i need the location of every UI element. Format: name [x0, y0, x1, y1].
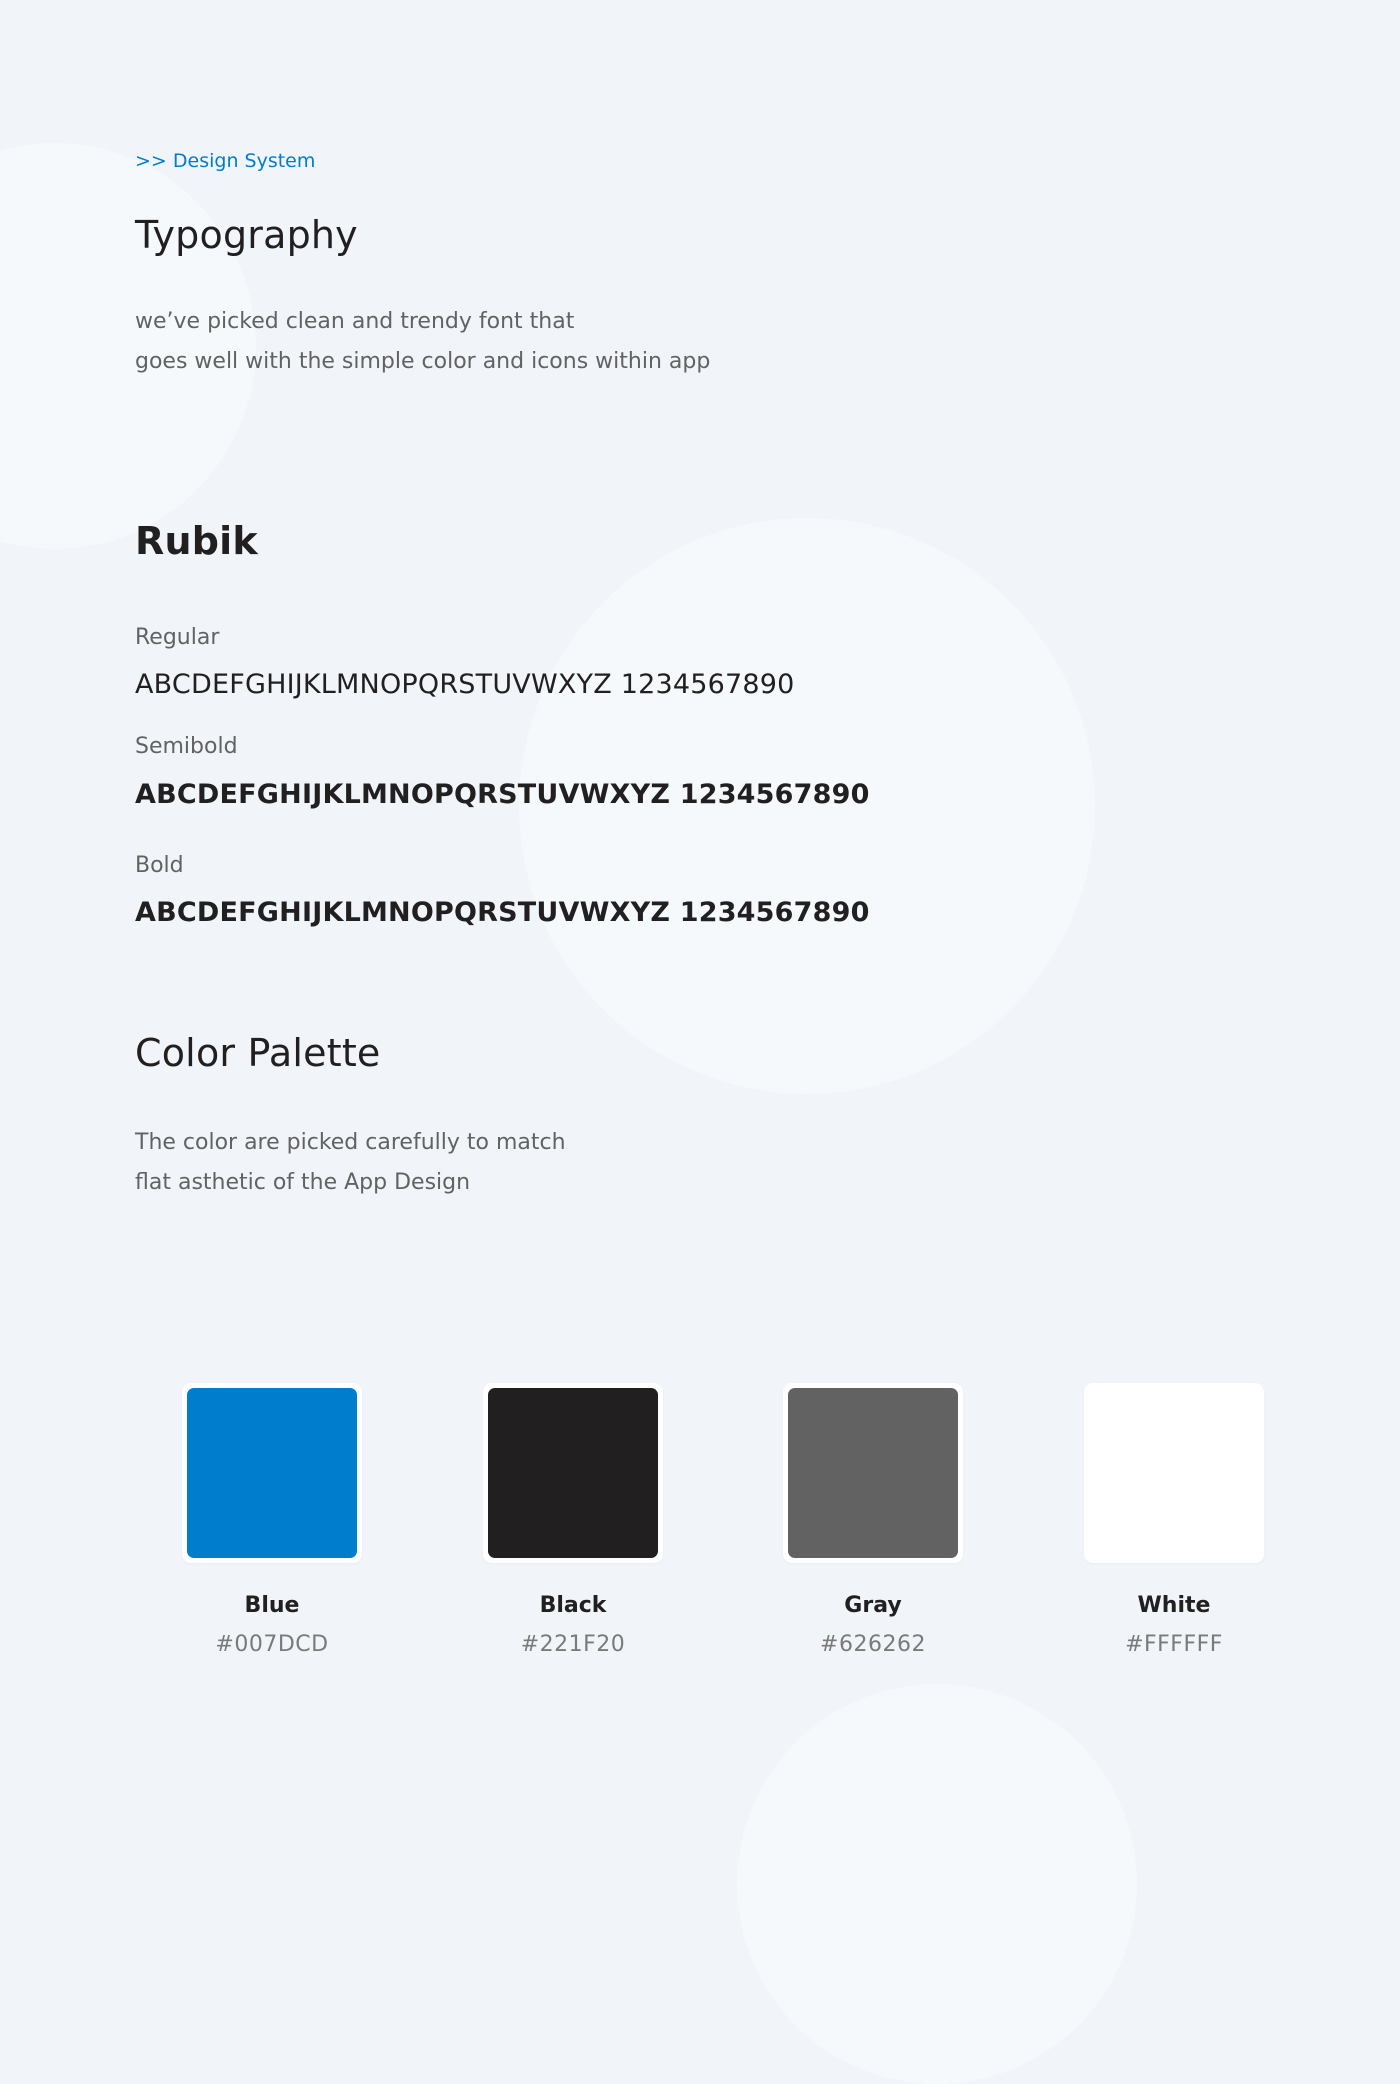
weight-label-regular: Regular	[135, 625, 220, 650]
palette-description-line: The color are picked carefully to match	[135, 1130, 566, 1155]
swatch-white	[1084, 1383, 1264, 1657]
color-name-black: Black	[539, 1593, 607, 1618]
color-hex-white: #FFFFFF	[1125, 1632, 1223, 1657]
weight-label-bold: Bold	[135, 853, 184, 878]
color-name-white: White	[1137, 1593, 1211, 1618]
color-name-gray: Gray	[844, 1593, 902, 1618]
color-name-blue: Blue	[244, 1593, 300, 1618]
font-name: Rubik	[135, 519, 258, 563]
color-hex-blue: #007DCD	[215, 1632, 329, 1657]
color-chip-blue	[187, 1388, 357, 1558]
color-palette-title: Color Palette	[135, 1031, 381, 1075]
font-sample-semibold: ABCDEFGHIJKLMNOPQRSTUVWXYZ 1234567890	[135, 779, 870, 810]
weight-label-semibold: Semibold	[135, 734, 238, 759]
swatch-frame	[1084, 1383, 1264, 1563]
breadcrumb[interactable]: >> Design System	[135, 150, 316, 172]
typography-title: Typography	[135, 213, 358, 257]
font-sample-regular: ABCDEFGHIJKLMNOPQRSTUVWXYZ 1234567890	[135, 669, 795, 700]
color-chip-gray	[788, 1388, 958, 1558]
color-palette-description	[135, 1123, 566, 1203]
color-swatches	[135, 1383, 1265, 1683]
color-chip-white	[1089, 1388, 1259, 1558]
palette-description-line: flat asthetic of the App Design	[135, 1170, 471, 1195]
design-system-page	[135, 0, 1265, 1800]
typography-description	[135, 302, 710, 382]
color-chip-black	[488, 1388, 658, 1558]
color-hex-black: #221F20	[520, 1632, 626, 1657]
swatch-black	[483, 1383, 663, 1657]
swatch-frame	[783, 1383, 963, 1563]
font-sample-bold: ABCDEFGHIJKLMNOPQRSTUVWXYZ 1234567890	[135, 897, 870, 928]
swatch-frame	[182, 1383, 362, 1563]
swatch-frame	[483, 1383, 663, 1563]
swatch-gray	[783, 1383, 963, 1657]
color-hex-gray: #626262	[820, 1632, 926, 1657]
typography-description-line: goes well with the simple color and icons within app	[135, 349, 711, 374]
typography-description-line: we’ve picked clean and trendy font that	[135, 309, 575, 334]
swatch-blue	[182, 1383, 362, 1657]
